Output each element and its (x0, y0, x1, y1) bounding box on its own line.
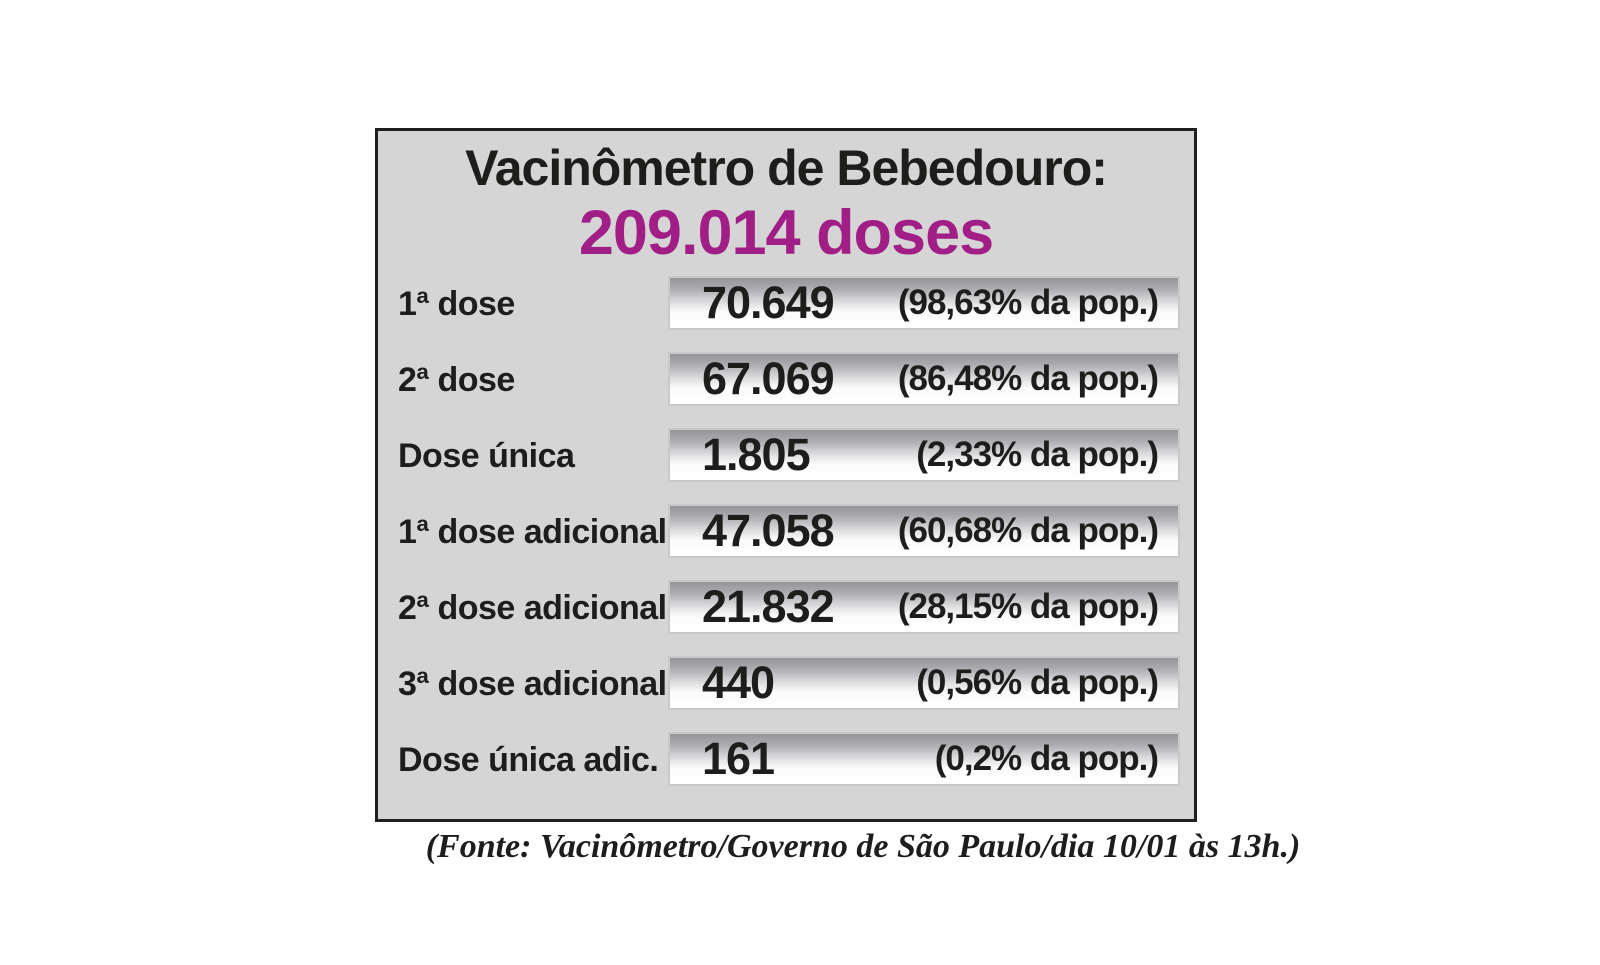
dose-row-percent: (98,63% da pop.) (897, 283, 1158, 322)
dose-row-1a-dose-adicional (378, 504, 1194, 558)
dose-row-value: 21.832 (702, 581, 834, 632)
dose-row-bar (668, 504, 1180, 558)
dose-row-value: 47.058 (702, 505, 834, 556)
dose-row-value: 1.805 (702, 429, 810, 480)
dose-row-dose-unica-adic (378, 732, 1194, 786)
dose-row-label: 2ª dose adicional (398, 589, 667, 627)
dose-row-bar (668, 580, 1180, 634)
dose-row-label: 1ª dose adicional (398, 513, 667, 551)
dose-row-3a-dose-adicional (378, 656, 1194, 710)
vaccinometer-panel (375, 128, 1197, 822)
dose-row-percent: (60,68% da pop.) (897, 511, 1158, 550)
dose-row-label: 3ª dose adicional (398, 665, 667, 703)
dose-row-label: 1ª dose (398, 285, 515, 323)
dose-row-bar (668, 276, 1180, 330)
dose-row-bar (668, 732, 1180, 786)
dose-row-percent: (0,2% da pop.) (934, 739, 1158, 778)
dose-row-2a-dose-adicional (378, 580, 1194, 634)
panel-title: Vacinômetro de Bebedouro: (465, 140, 1107, 196)
dose-row-label: 2ª dose (398, 361, 515, 399)
dose-row-dose-unica (378, 428, 1194, 482)
source-attribution: (Fonte: Vacinômetro/Governo de São Paulo/dia 10/01 às 13h.) (425, 828, 1301, 865)
dose-row-label: Dose única adic. (398, 741, 659, 779)
dose-row-value: 440 (702, 657, 775, 708)
dose-row-label: Dose única (398, 437, 575, 475)
dose-row-bar (668, 656, 1180, 710)
total-doses-value: 209.014 doses (578, 198, 994, 268)
dose-row-percent: (0,56% da pop.) (916, 663, 1158, 702)
dose-row-value: 161 (702, 733, 775, 784)
dose-row-percent: (28,15% da pop.) (897, 587, 1158, 626)
dose-row-value: 67.069 (702, 353, 834, 404)
dose-row-2a-dose (378, 352, 1194, 406)
dose-row-percent: (86,48% da pop.) (897, 359, 1158, 398)
dose-row-1a-dose (378, 276, 1194, 330)
dose-row-percent: (2,33% da pop.) (916, 435, 1158, 474)
dose-row-value: 70.649 (702, 277, 834, 328)
dose-row-bar (668, 428, 1180, 482)
dose-row-bar (668, 352, 1180, 406)
